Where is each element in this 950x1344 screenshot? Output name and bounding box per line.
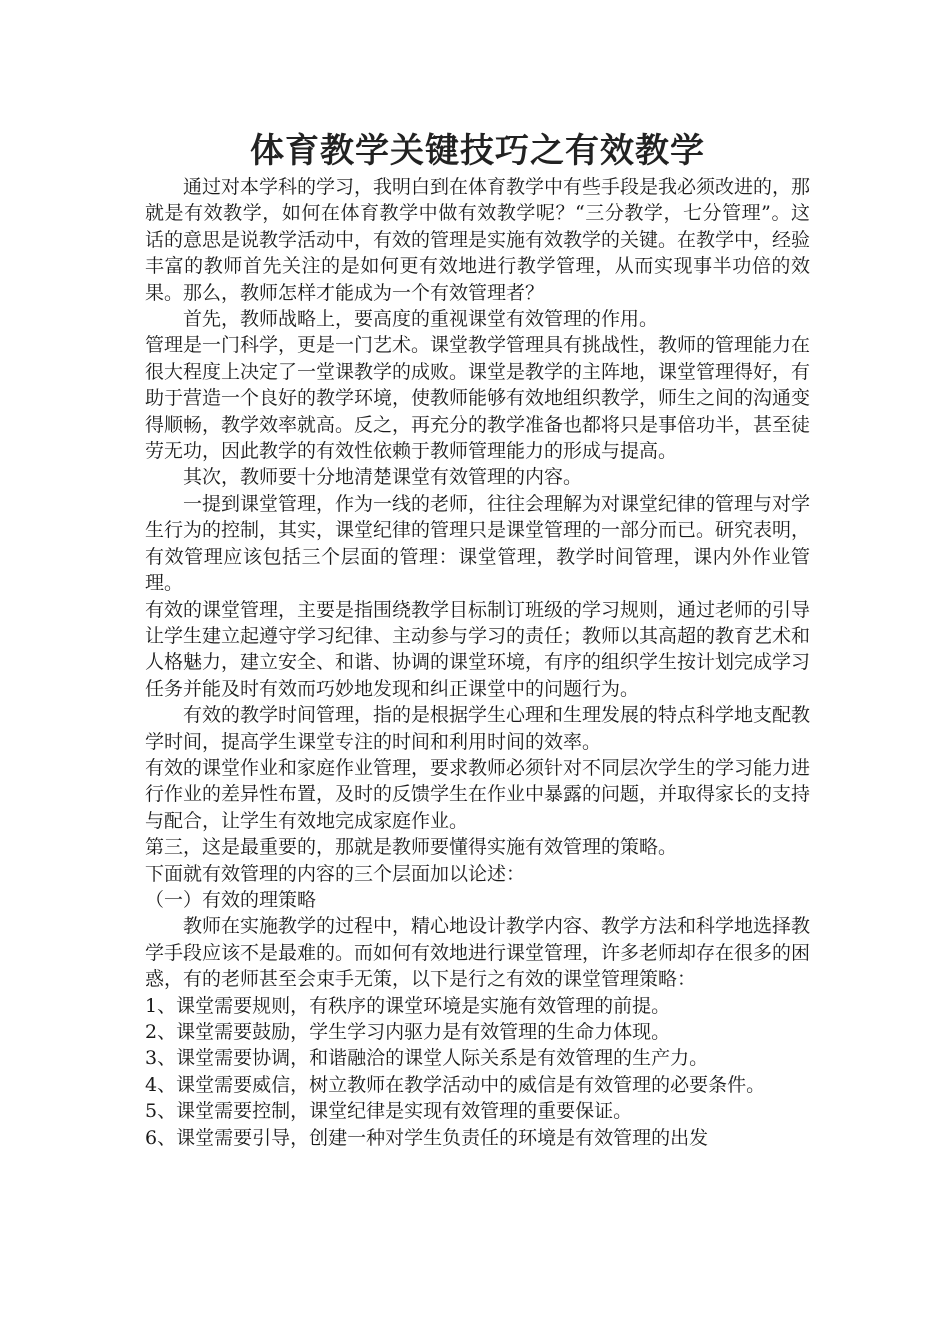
paragraph: 6、课堂需要引导，创建一种对学生负责任的环境是有效管理的出发: [145, 1126, 709, 1149]
paragraph: 首先，教师战略上，要高度的重视课堂有效管理的作用。: [183, 308, 659, 331]
paragraph: 教师在实施教学的过程中，精心地设计教学内容、教学方法和科学地选择教学手段应该不是最难的。而如何有效地进行课堂管理，许多老师却存在很多的困惑，有的老师甚至会束手无策，以下是行之有效的课堂管理策略：: [145, 915, 811, 991]
paragraph: 1、课堂需要规则，有秩序的课堂环境是实施有效管理的前提。: [145, 994, 671, 1017]
paragraph: 第三，这是最重要的，那就是教师要懂得实施有效管理的策略。: [145, 836, 678, 859]
paragraph: 通过对本学科的学习，我明白到在体育教学中有些手段是我必须改进的，那就是有效教学，如何在体育教学中做有效教学呢？“三分教学，七分管理”。这话的意思是说教学活动中，有效的管理是实施有效教学的关键。在教学中，经验丰富的教师首先关注的是如何更有效地进行教学管理，从而实现事半功倍的效果。那么，教师怎样才能成为一个有效管理者？: [145, 176, 811, 304]
paragraph: 有效的课堂作业和家庭作业管理，要求教师必须针对不同层次学生的学习能力进行作业的差异性布置，及时的反馈学生在作业中暴露的问题，并取得家长的支持与配合，让学生有效地完成家庭作业。: [145, 756, 811, 832]
document-body: [145, 174, 810, 1151]
paragraph: 一提到课堂管理，作为一线的老师，往往会理解为对课堂纪律的管理与对学生行为的控制，其实，课堂纪律的管理只是课堂管理的一部分而已。研究表明，有效管理应该包括三个层面的管理：课堂管理，教学时间管理，课内外作业管理。: [145, 492, 811, 595]
document-page: [145, 128, 810, 1151]
paragraph: 5、课堂需要控制，课堂纪律是实现有效管理的重要保证。: [145, 1100, 633, 1123]
document-title: 体育教学关键技巧之有效教学: [250, 131, 705, 171]
paragraph: 有效的课堂管理，主要是指围绕教学目标制订班级的学习规则，通过老师的引导让学生建立起遵守学习纪律、主动参与学习的责任；教师以其高超的教育艺术和人格魅力，建立安全、和谐、协调的课堂环境，有序的组织学生按计划完成学习任务并能及时有效而巧妙地发现和纠正课堂中的问题行为。: [145, 598, 811, 700]
paragraph: 4、课堂需要威信，树立教师在教学活动中的威信是有效管理的必要条件。: [145, 1073, 766, 1096]
paragraph: 管理是一门科学，更是一门艺术。课堂教学管理具有挑战性，教师的管理能力在很大程度上决定了一堂课教学的成败。课堂是教学的主阵地，课堂管理得好，有助于营造一个良好的教学环境，使教师能够有效地组织教学，师生之间的沟通变得顺畅，教学效率就高。反之，再充分的教学准备也都将只是事倍功半，甚至徒劳无功，因此教学的有效性依赖于教师管理能力的形成与提高。: [145, 334, 811, 463]
paragraph: 其次，教师要十分地清楚课堂有效管理的内容。: [183, 466, 583, 489]
paragraph: 有效的教学时间管理，指的是根据学生心理和生理发展的特点科学地支配教学时间，提高学生课堂专注的时间和利用时间的效率。: [145, 704, 811, 753]
paragraph: 3、课堂需要协调，和谐融洽的课堂人际关系是有效管理的生产力。: [145, 1047, 709, 1070]
paragraph: 下面就有效管理的内容的三个层面加以论述：: [145, 862, 526, 885]
paragraph: （一）有效的理策略: [145, 888, 317, 911]
paragraph: 2、课堂需要鼓励，学生学习内驱力是有效管理的生命力体现。: [145, 1021, 671, 1043]
